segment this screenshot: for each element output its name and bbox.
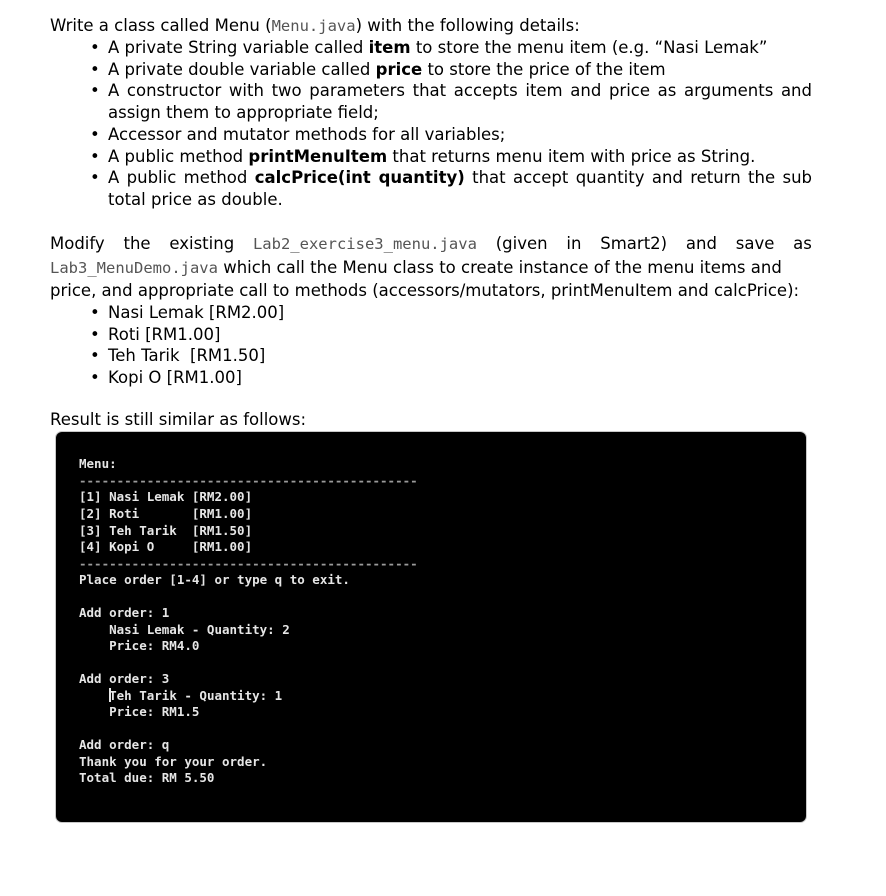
result-label: Result is still similar as follows: bbox=[50, 410, 307, 429]
bullet-icon: • bbox=[90, 124, 100, 144]
console-divider: --------------------------------------------- bbox=[79, 556, 418, 571]
intro-suffix: ) with the following details: bbox=[355, 16, 580, 35]
bullet-icon: • bbox=[90, 346, 100, 366]
list-item: • A public method printMenuItem that returns menu item with price as String. bbox=[90, 146, 756, 166]
console-line: Nasi Lemak - Quantity: 2 bbox=[79, 622, 290, 637]
modify-line-2: Lab3_MenuDemo.java which call the Menu class to create instance of the menu items and bbox=[50, 258, 782, 277]
bullet-icon: • bbox=[90, 324, 100, 344]
code-filename-lab3: Lab3_MenuDemo.java bbox=[50, 259, 218, 277]
console-line: Thank you for your order. bbox=[79, 754, 268, 769]
list-item: • A public method calcPrice(int quantity) that accept quantity and return the sub total price as double. bbox=[90, 168, 812, 209]
list-item: • A private String variable called item to store the menu item (e.g. “Nasi Lemak” bbox=[90, 38, 768, 57]
console-line: Add order: 3 bbox=[79, 671, 170, 686]
list-item: • Nasi Lemak [RM2.00] bbox=[90, 303, 285, 322]
console-line: [4] Kopi O [RM1.00] bbox=[79, 539, 253, 554]
console-line: [2] Roti [RM1.00] bbox=[79, 506, 253, 521]
bullet-icon: • bbox=[90, 38, 100, 57]
intro-prefix: Write a class called Menu ( bbox=[50, 16, 272, 35]
console-line: Add order: 1 bbox=[79, 605, 170, 620]
list-item: • A private double variable called price to store the price of the item bbox=[90, 59, 666, 79]
bullet-icon: • bbox=[90, 368, 100, 388]
console-line: Place order [1-4] or type q to exit. bbox=[79, 572, 350, 587]
list-item: • Roti [RM1.00] bbox=[90, 324, 221, 344]
bullet-icon: • bbox=[90, 168, 100, 188]
console-line: Price: RM4.0 bbox=[79, 638, 200, 653]
bullet-icon: • bbox=[90, 303, 100, 322]
menu-items-list bbox=[50, 302, 450, 389]
console-line: Menu: bbox=[79, 456, 117, 471]
intro-code-filename: Menu.java bbox=[271, 17, 356, 35]
requirements-list bbox=[50, 37, 812, 211]
console-line: [1] Nasi Lemak [RM2.00] bbox=[79, 489, 253, 504]
console-output bbox=[56, 432, 806, 822]
modify-line-1: Modify the existing Lab2_exercise3_menu.java (given in Smart2) and save as bbox=[50, 233, 812, 256]
list-item: • Accessor and mutator methods for all variables; bbox=[90, 124, 506, 144]
code-filename-lab2: Lab2_exercise3_menu.java bbox=[252, 235, 477, 253]
console-line: [3] Teh Tarik [RM1.50] bbox=[79, 523, 253, 538]
console-line: Teh Tarik - Quantity: 1 bbox=[109, 688, 283, 703]
bullet-icon: • bbox=[90, 59, 100, 79]
console-line: Total due: RM 5.50 bbox=[79, 770, 215, 785]
modify-line-3: price, and appropriate call to methods (accessors/mutators, printMenuItem and calcPrice): bbox=[50, 281, 800, 300]
console-divider: --------------------------------------------- bbox=[79, 473, 418, 488]
bullet-icon: • bbox=[90, 146, 100, 166]
intro-line bbox=[50, 15, 580, 38]
list-item: • Teh Tarik [RM1.50] bbox=[90, 346, 266, 366]
console-line: Add order: q bbox=[79, 737, 170, 752]
list-item: • A constructor with two parameters that accepts item and price as arguments and assign them to appropriate field; bbox=[90, 81, 812, 123]
console-line: Price: RM1.5 bbox=[79, 704, 200, 719]
list-item: • Kopi O [RM1.00] bbox=[90, 368, 242, 388]
bullet-icon: • bbox=[90, 81, 100, 101]
